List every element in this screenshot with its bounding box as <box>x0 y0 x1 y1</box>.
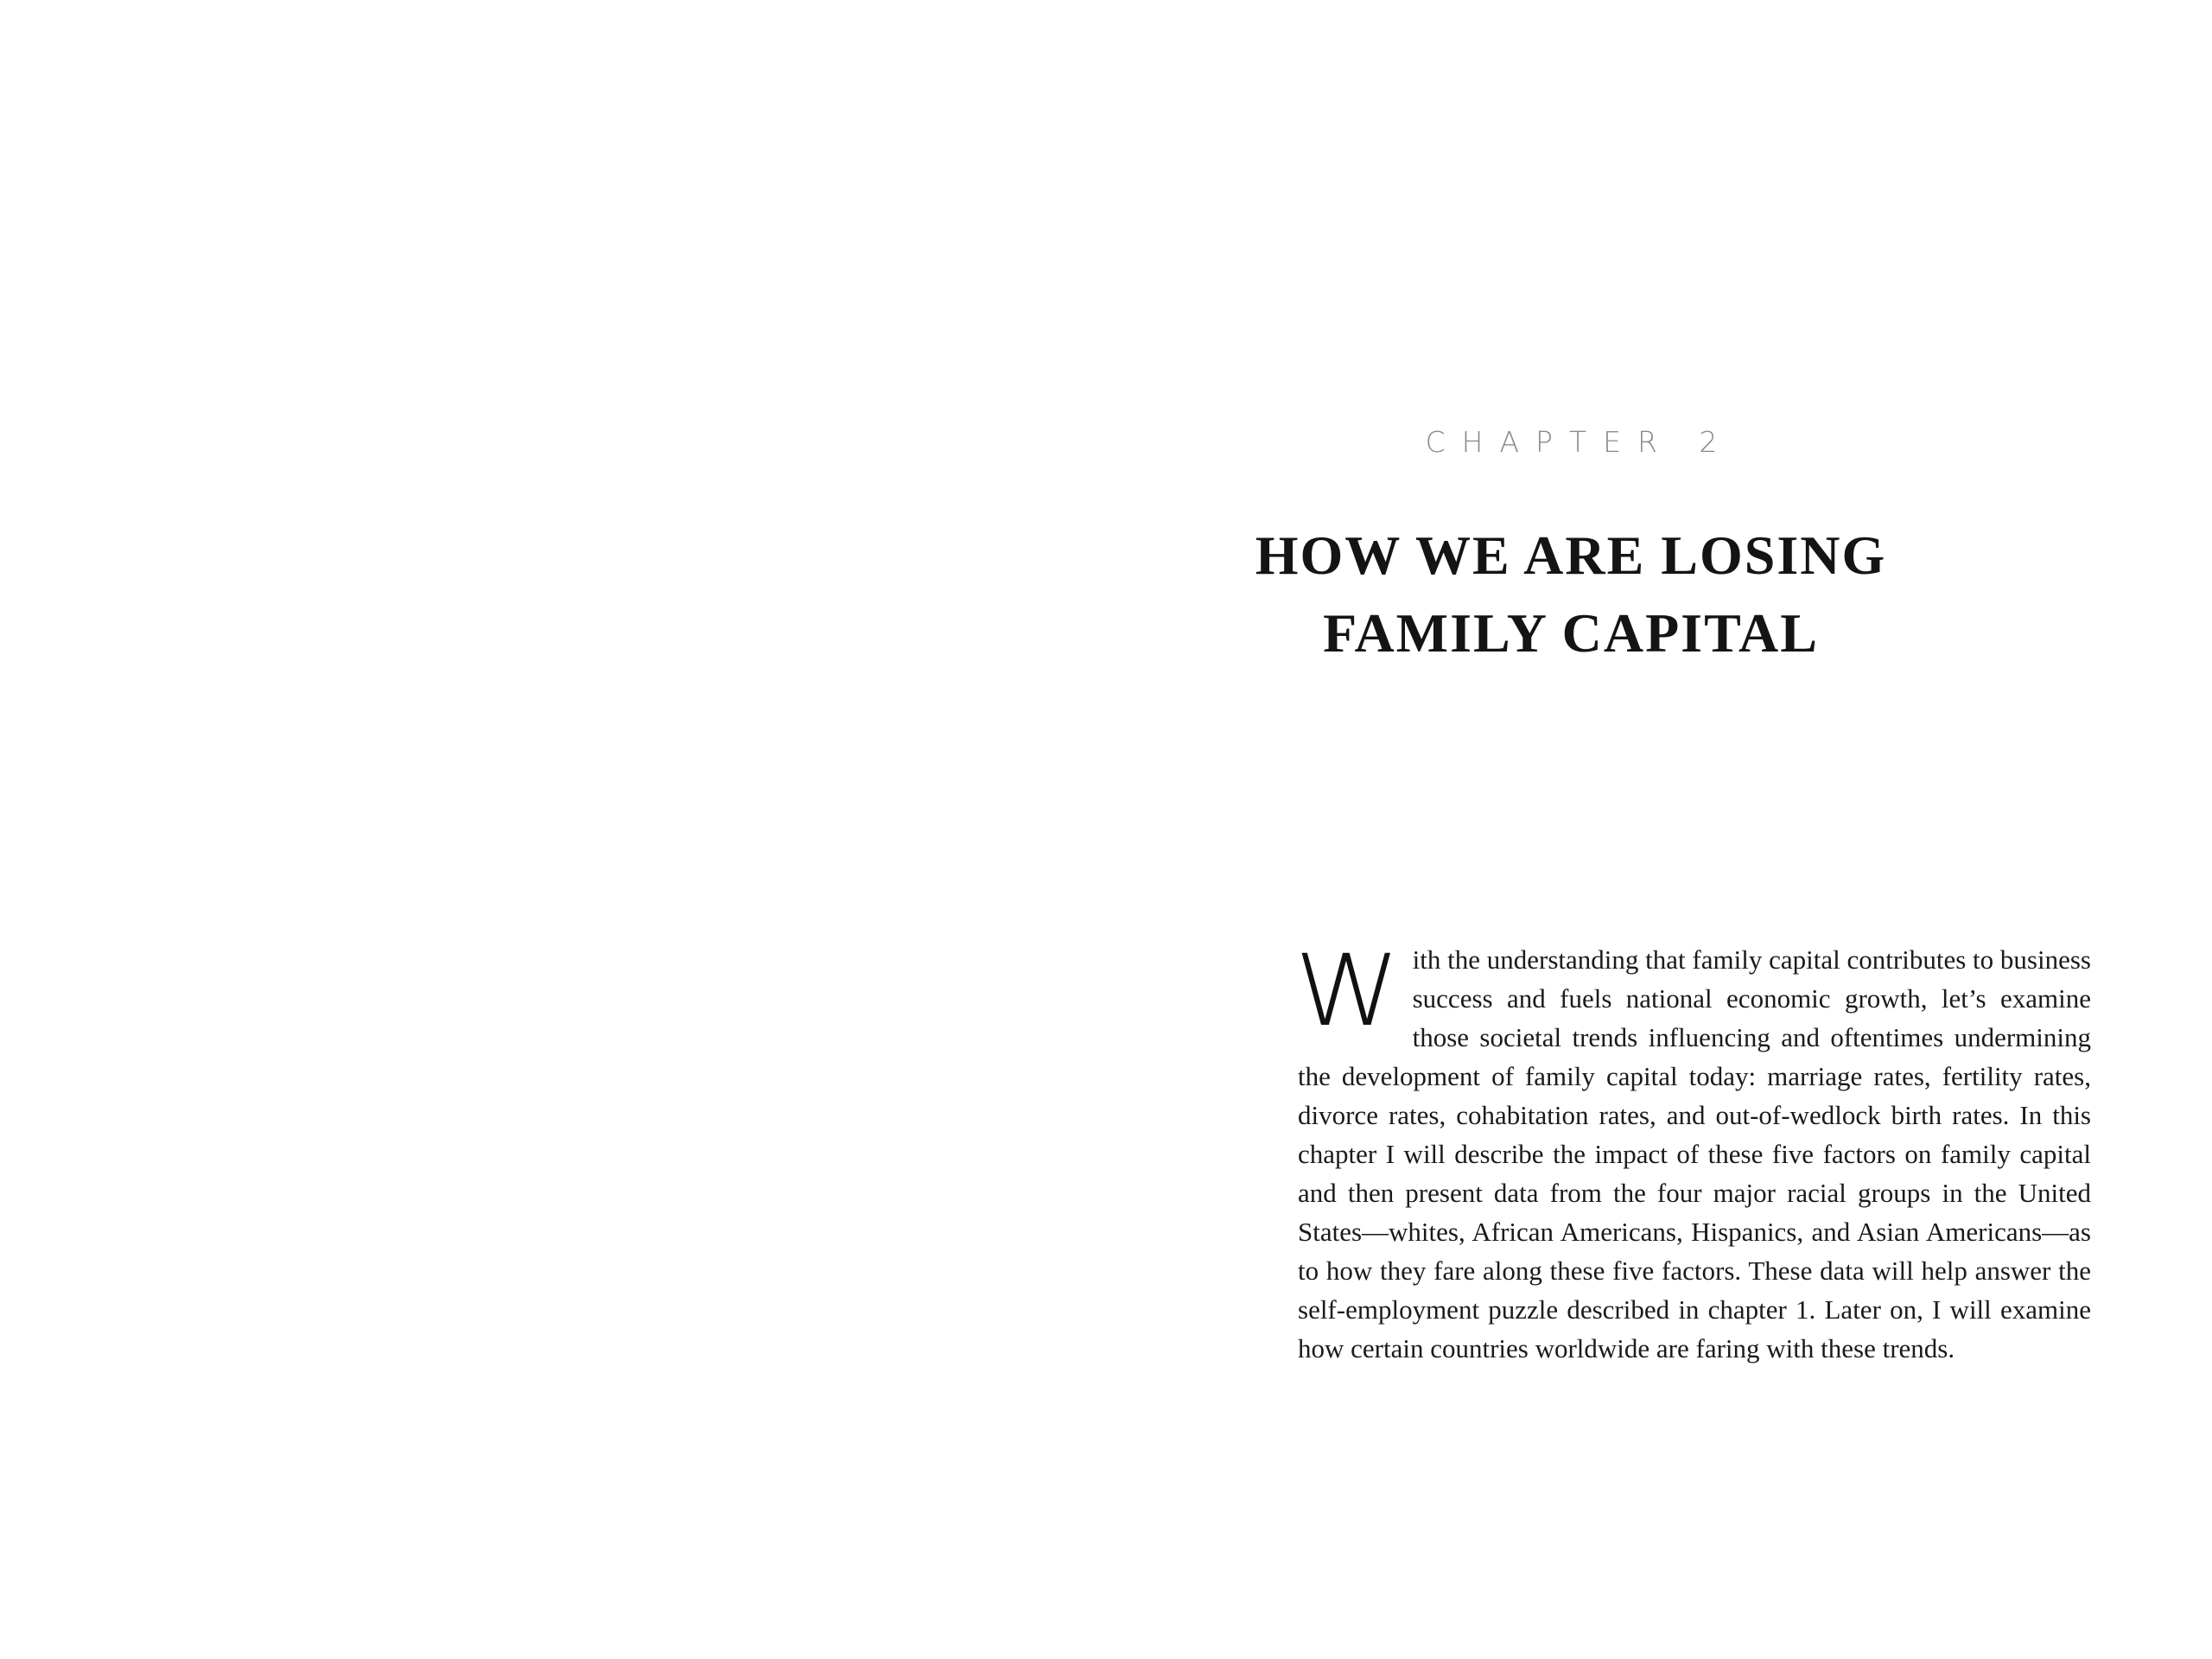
paragraph-text: ith the understanding that family capital contributes to business success and fuels national economic growth, let’s examine those societal trends influencing and oftentimes undermining the development of family capital today: marriage rates, fertility rates, divorce rates, cohabitation rates, and out-of-wedlock birth rates. In this chapter I will describe the impact of these five factors on family capital and then present data from the four major racial groups in the United States—whites, African Americans, Hispanics, and Asian Americans—as to how they fare along these five factors. These data will help answer the self-employment puzzle described in chapter 1. Later on, I will examine how certain countries worldwide are faring with these trends. <box>1298 944 2091 1363</box>
chapter-title <box>1173 517 1968 672</box>
right-page <box>1106 0 2212 1659</box>
chapter-title-line-1: HOW WE ARE LOSING <box>1255 524 1887 586</box>
opening-paragraph <box>1294 934 2091 1368</box>
chapter-title-line-2: FAMILY CAPITAL <box>1323 602 1819 664</box>
chapter-number-label: CHAPTER 2 <box>1425 425 1734 459</box>
drop-cap-letter: W <box>1294 934 1401 1049</box>
